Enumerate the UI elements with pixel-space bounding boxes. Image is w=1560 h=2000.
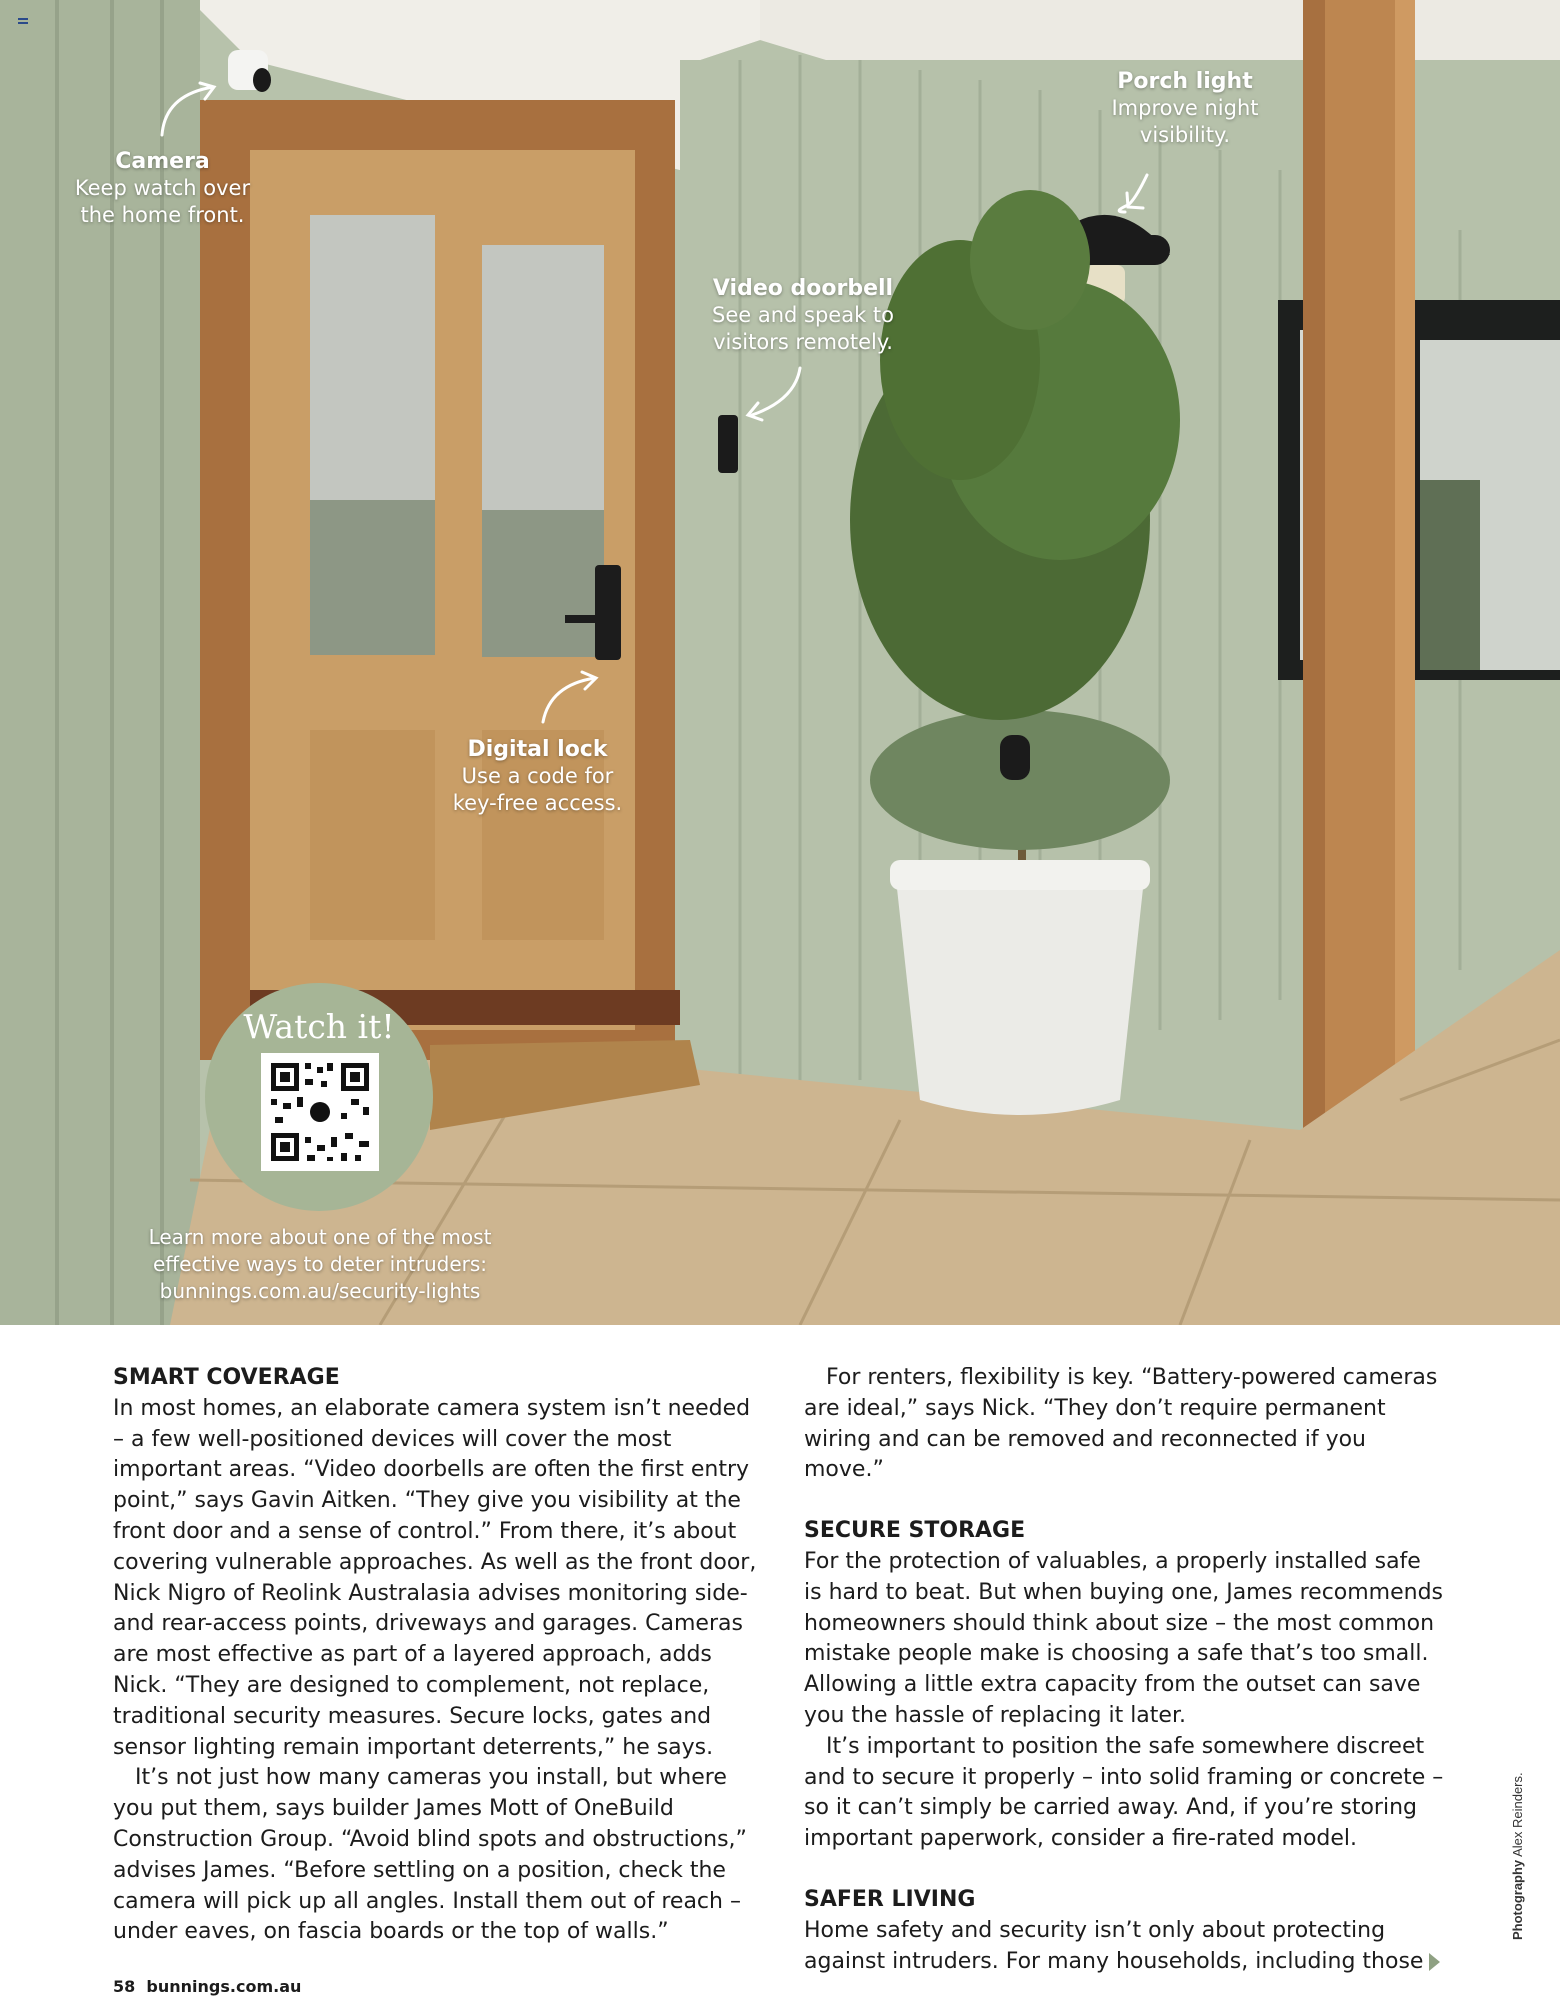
front-door [200,100,680,1060]
learn-more-text [130,1224,510,1305]
callout-digital-lock-desc-1: Use a code for [461,764,614,788]
callout-porch-light-desc-2: visibility. [1139,123,1231,147]
heading-safer-living: SAFER LIVING [804,1886,976,1912]
learn-more-line-2: effective ways to deter intruders: [152,1252,488,1276]
photo-credit-name: Alex Reinders. [1510,1772,1525,1857]
heading-smart-coverage: SMART COVERAGE [113,1365,340,1390]
callout-camera-desc-2: the home front. [80,203,245,227]
qr-code-icon[interactable] [261,1053,379,1171]
callout-porch-light [1100,68,1270,149]
page-footer [113,1977,301,1996]
menu-icon[interactable] [18,18,28,26]
callout-camera [70,148,255,229]
callout-video-doorbell-desc-1: See and speak to [711,303,894,327]
callout-porch-light-title: Porch light [1117,69,1253,94]
callout-camera-title: Camera [115,149,210,174]
callout-camera-desc-1: Keep watch over [74,176,251,200]
watch-it-title: Watch it! [243,1007,395,1046]
photo-credit-label: Photography [1510,1859,1525,1940]
heading-secure-storage: SECURE STORAGE [804,1518,1026,1544]
callout-digital-lock [440,736,635,817]
paragraph-safer-living [804,1916,1444,1978]
continue-arrow-icon [1429,1953,1440,1971]
footer-site: bunnings.com.au [146,1977,302,1996]
callout-video-doorbell-desc-2: visitors remotely. [713,330,893,354]
photo-credit [1510,1772,1525,1940]
callout-video-doorbell-title: Video doorbell [712,276,894,301]
paragraph-renters: For renters, flexibility is key. “Battery-powered cameras are ideal,” says Nick. “They don’t require permanent wiring and can be removed and reconnected if you move.” [804,1365,1438,1483]
article-right-column [804,1363,1444,1977]
callout-porch-light-desc-1: Improve night [1111,96,1259,120]
paragraph-safer-living-text: Home safety and security isn’t only about protecting against intruders. For many households, including those [804,1917,1424,1974]
video-doorbell [718,415,738,473]
paragraph-secure-storage-1: For the protection of valuables, a properly installed safe is hard to beat. But when buying one, James recommends homeowners should think about size – the most common mistake people make is choosing a safe that’s too small. Allowing a little extra capacity from the outset can save you the hassle of replacing it later. [804,1548,1444,1728]
callout-video-doorbell [700,275,906,356]
learn-more-link[interactable]: bunnings.com.au/security-lights [159,1279,481,1303]
page-number: 58 [113,1977,136,1996]
learn-more-line-1: Learn more about one of the most [148,1225,492,1249]
security-camera [228,50,271,92]
timber-post [1303,0,1415,1150]
article-left-column [113,1363,763,1948]
paragraph-smart-coverage: In most homes, an elaborate camera system isn’t needed – a few well-positioned devices will cover the most important areas. “Video doorbells are often the first entry point,” says Gavin Aitken. “They give you visibility at the front door and a sense of control.” From there, it’s about covering vulnerable approaches. As well as the front door, Nick Nigro of Reolink Australasia advises monitoring side- and rear-access points, driveways and garages. Cameras are most effective as part of a layered approach, adds Nick. “They are designed to complement, not replace, traditional security measures. Secure locks, gates and sensor lighting remain important deterrents,” he says. [113,1395,757,1760]
watch-it-badge [205,983,433,1211]
paragraph-camera-placement: It’s not just how many cameras you install, but where you put them, says builder James Mott of OneBuild Construction Group. “Avoid blind spots and obstructions,” advises James. “Before settling on a position, check the camera will pick up all angles. Install them out of reach – under eaves, on fascia boards or the top of walls.” [113,1765,747,1945]
paragraph-secure-storage-2: It’s important to position the safe somewhere discreet and to secure it properly – into solid framing or concrete – so it can’t simply be carried away. And, if you’re storing important paperwork, consider a fire-rated model. [804,1733,1444,1852]
callout-digital-lock-desc-2: key-free access. [452,791,623,815]
callout-digital-lock-title: Digital lock [467,737,608,762]
